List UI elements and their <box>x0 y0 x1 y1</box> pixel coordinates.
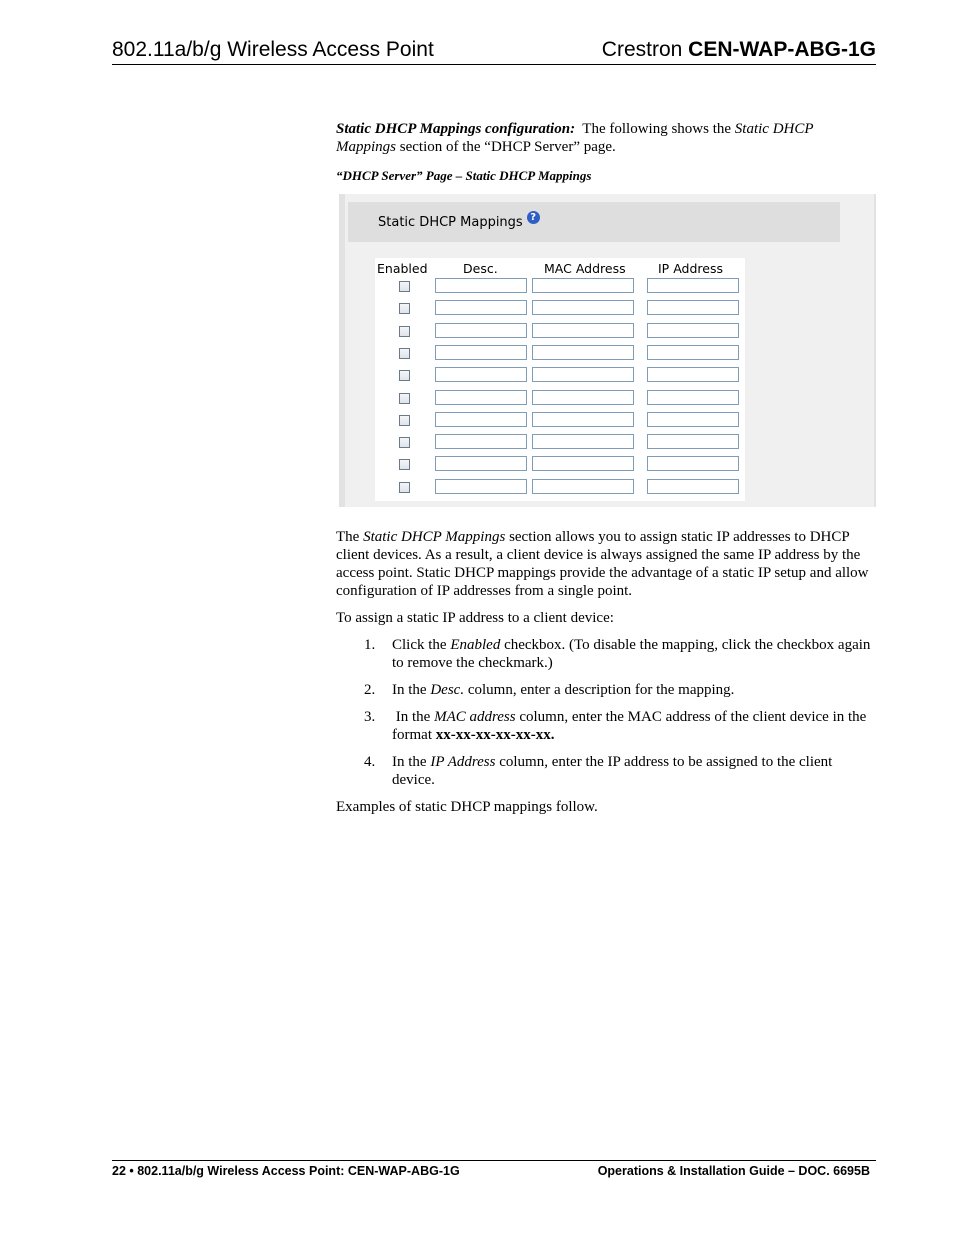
header-model: CEN-WAP-ABG-1G <box>688 38 876 61</box>
desc-input[interactable] <box>435 390 527 405</box>
step-item <box>336 681 871 699</box>
ip-address-input[interactable] <box>647 345 739 360</box>
step-italic: IP Address <box>430 754 496 770</box>
ip-address-input[interactable] <box>647 278 739 293</box>
step-number: 4. <box>364 754 376 770</box>
enabled-checkbox[interactable] <box>399 370 410 381</box>
desc-input[interactable] <box>435 434 527 449</box>
table-row <box>375 278 745 300</box>
ip-address-input[interactable] <box>647 367 739 382</box>
desc-input[interactable] <box>435 479 527 494</box>
ip-address-input[interactable] <box>647 300 739 315</box>
intro-paragraph <box>336 120 876 156</box>
ip-address-input[interactable] <box>647 323 739 338</box>
mac-address-input[interactable] <box>532 479 634 494</box>
step-text-a: In the <box>392 754 431 770</box>
p1-text-b: section allows you to assign static IP addresses to DHCP client devices. As a result, a client device is always assigned the same IP address by the access point. Static DHCP mappings provide the advantage of a static IP setup and allow configuration of IP addresses from a single point. <box>336 529 869 599</box>
enabled-checkbox[interactable] <box>399 482 410 493</box>
step-text-b: column, enter a description for the mapping. <box>464 682 735 698</box>
ip-address-input[interactable] <box>647 412 739 427</box>
body-paragraph-1 <box>336 528 871 600</box>
intro-italic: Static DHCP Mappings <box>336 121 814 155</box>
enabled-checkbox[interactable] <box>399 393 410 404</box>
enabled-checkbox[interactable] <box>399 415 410 426</box>
intro-text-a: The following shows the <box>575 121 735 137</box>
enabled-checkbox[interactable] <box>399 303 410 314</box>
mac-address-input[interactable] <box>532 412 634 427</box>
step-format-bold: xx-xx-xx-xx-xx-xx. <box>435 727 555 743</box>
table-row <box>375 434 745 456</box>
footer-left: 22 • 802.11a/b/g Wireless Access Point: CEN-WAP-ABG-1G <box>112 1164 460 1178</box>
enabled-checkbox[interactable] <box>399 437 410 448</box>
column-header-mac: MAC Address <box>544 261 626 276</box>
footer-right: Operations & Installation Guide – DOC. 6695B <box>597 1164 870 1178</box>
ip-address-input[interactable] <box>647 479 739 494</box>
header-product-title: 802.11a/b/g Wireless Access Point <box>112 38 434 61</box>
table-row <box>375 345 745 367</box>
intro-section <box>336 120 876 185</box>
column-header-desc: Desc. <box>463 261 498 276</box>
p1-italic: Static DHCP Mappings <box>363 529 506 545</box>
table-row <box>375 323 745 345</box>
step-italic: Enabled <box>450 637 501 653</box>
table-row <box>375 390 745 412</box>
page-footer <box>112 1160 876 1178</box>
step-text-b: column, enter the MAC address of the client device in the format <box>392 709 867 743</box>
mac-address-input[interactable] <box>532 367 634 382</box>
intro-label: Static DHCP Mappings configuration: <box>336 121 576 137</box>
table-row <box>375 300 745 322</box>
header-brand-model <box>602 38 876 62</box>
p1-text-a: The <box>336 529 364 545</box>
body-paragraph-2: To assign a static IP address to a client device: <box>336 610 614 626</box>
table-row <box>375 367 745 389</box>
step-number: 3. <box>364 709 376 725</box>
body-section <box>336 528 871 825</box>
step-text-b: checkbox. (To disable the mapping, click the checkbox again to remove the checkmark.) <box>392 637 871 671</box>
step-text-a: Click the <box>392 637 451 653</box>
ip-address-input[interactable] <box>647 434 739 449</box>
mac-address-input[interactable] <box>532 434 634 449</box>
mac-address-input[interactable] <box>532 300 634 315</box>
column-header-ip: IP Address <box>658 261 723 276</box>
desc-input[interactable] <box>435 412 527 427</box>
table-row <box>375 479 745 501</box>
step-text-b: column, enter the IP address to be assigned to the client device. <box>392 754 833 788</box>
body-paragraph-3: Examples of static DHCP mappings follow. <box>336 799 598 815</box>
step-item <box>336 636 871 672</box>
figure-caption: “DHCP Server” Page – Static DHCP Mappings <box>336 168 592 183</box>
step-number: 2. <box>364 682 376 698</box>
header-brand: Crestron <box>601 38 689 61</box>
column-header-enabled: Enabled <box>377 261 428 276</box>
mac-address-input[interactable] <box>532 345 634 360</box>
enabled-checkbox[interactable] <box>399 281 410 292</box>
mappings-table <box>375 258 745 501</box>
enabled-checkbox[interactable] <box>399 348 410 359</box>
mac-address-input[interactable] <box>532 278 634 293</box>
step-text-a: In the <box>392 682 431 698</box>
ip-address-input[interactable] <box>647 390 739 405</box>
desc-input[interactable] <box>435 345 527 360</box>
desc-input[interactable] <box>435 323 527 338</box>
page-header <box>112 38 876 65</box>
intro-text-b: section of the “DHCP Server” page. <box>396 139 616 155</box>
desc-input[interactable] <box>435 300 527 315</box>
step-item <box>336 753 871 789</box>
steps-list <box>336 636 871 789</box>
dhcp-mappings-screenshot <box>339 194 876 507</box>
mac-address-input[interactable] <box>532 323 634 338</box>
table-row <box>375 412 745 434</box>
help-icon[interactable]: ? <box>527 211 540 224</box>
enabled-checkbox[interactable] <box>399 326 410 337</box>
desc-input[interactable] <box>435 456 527 471</box>
section-title <box>378 212 540 230</box>
mac-address-input[interactable] <box>532 456 634 471</box>
mac-address-input[interactable] <box>532 390 634 405</box>
ip-address-input[interactable] <box>647 456 739 471</box>
step-italic: MAC address <box>434 709 516 725</box>
table-row <box>375 456 745 478</box>
step-italic: Desc. <box>430 682 465 698</box>
step-number: 1. <box>364 637 376 653</box>
step-text-a: In the <box>392 709 435 725</box>
section-title-text: Static DHCP Mappings <box>378 215 523 230</box>
enabled-checkbox[interactable] <box>399 459 410 470</box>
desc-input[interactable] <box>435 278 527 293</box>
section-title-bar <box>348 202 840 242</box>
desc-input[interactable] <box>435 367 527 382</box>
step-item <box>336 708 871 744</box>
